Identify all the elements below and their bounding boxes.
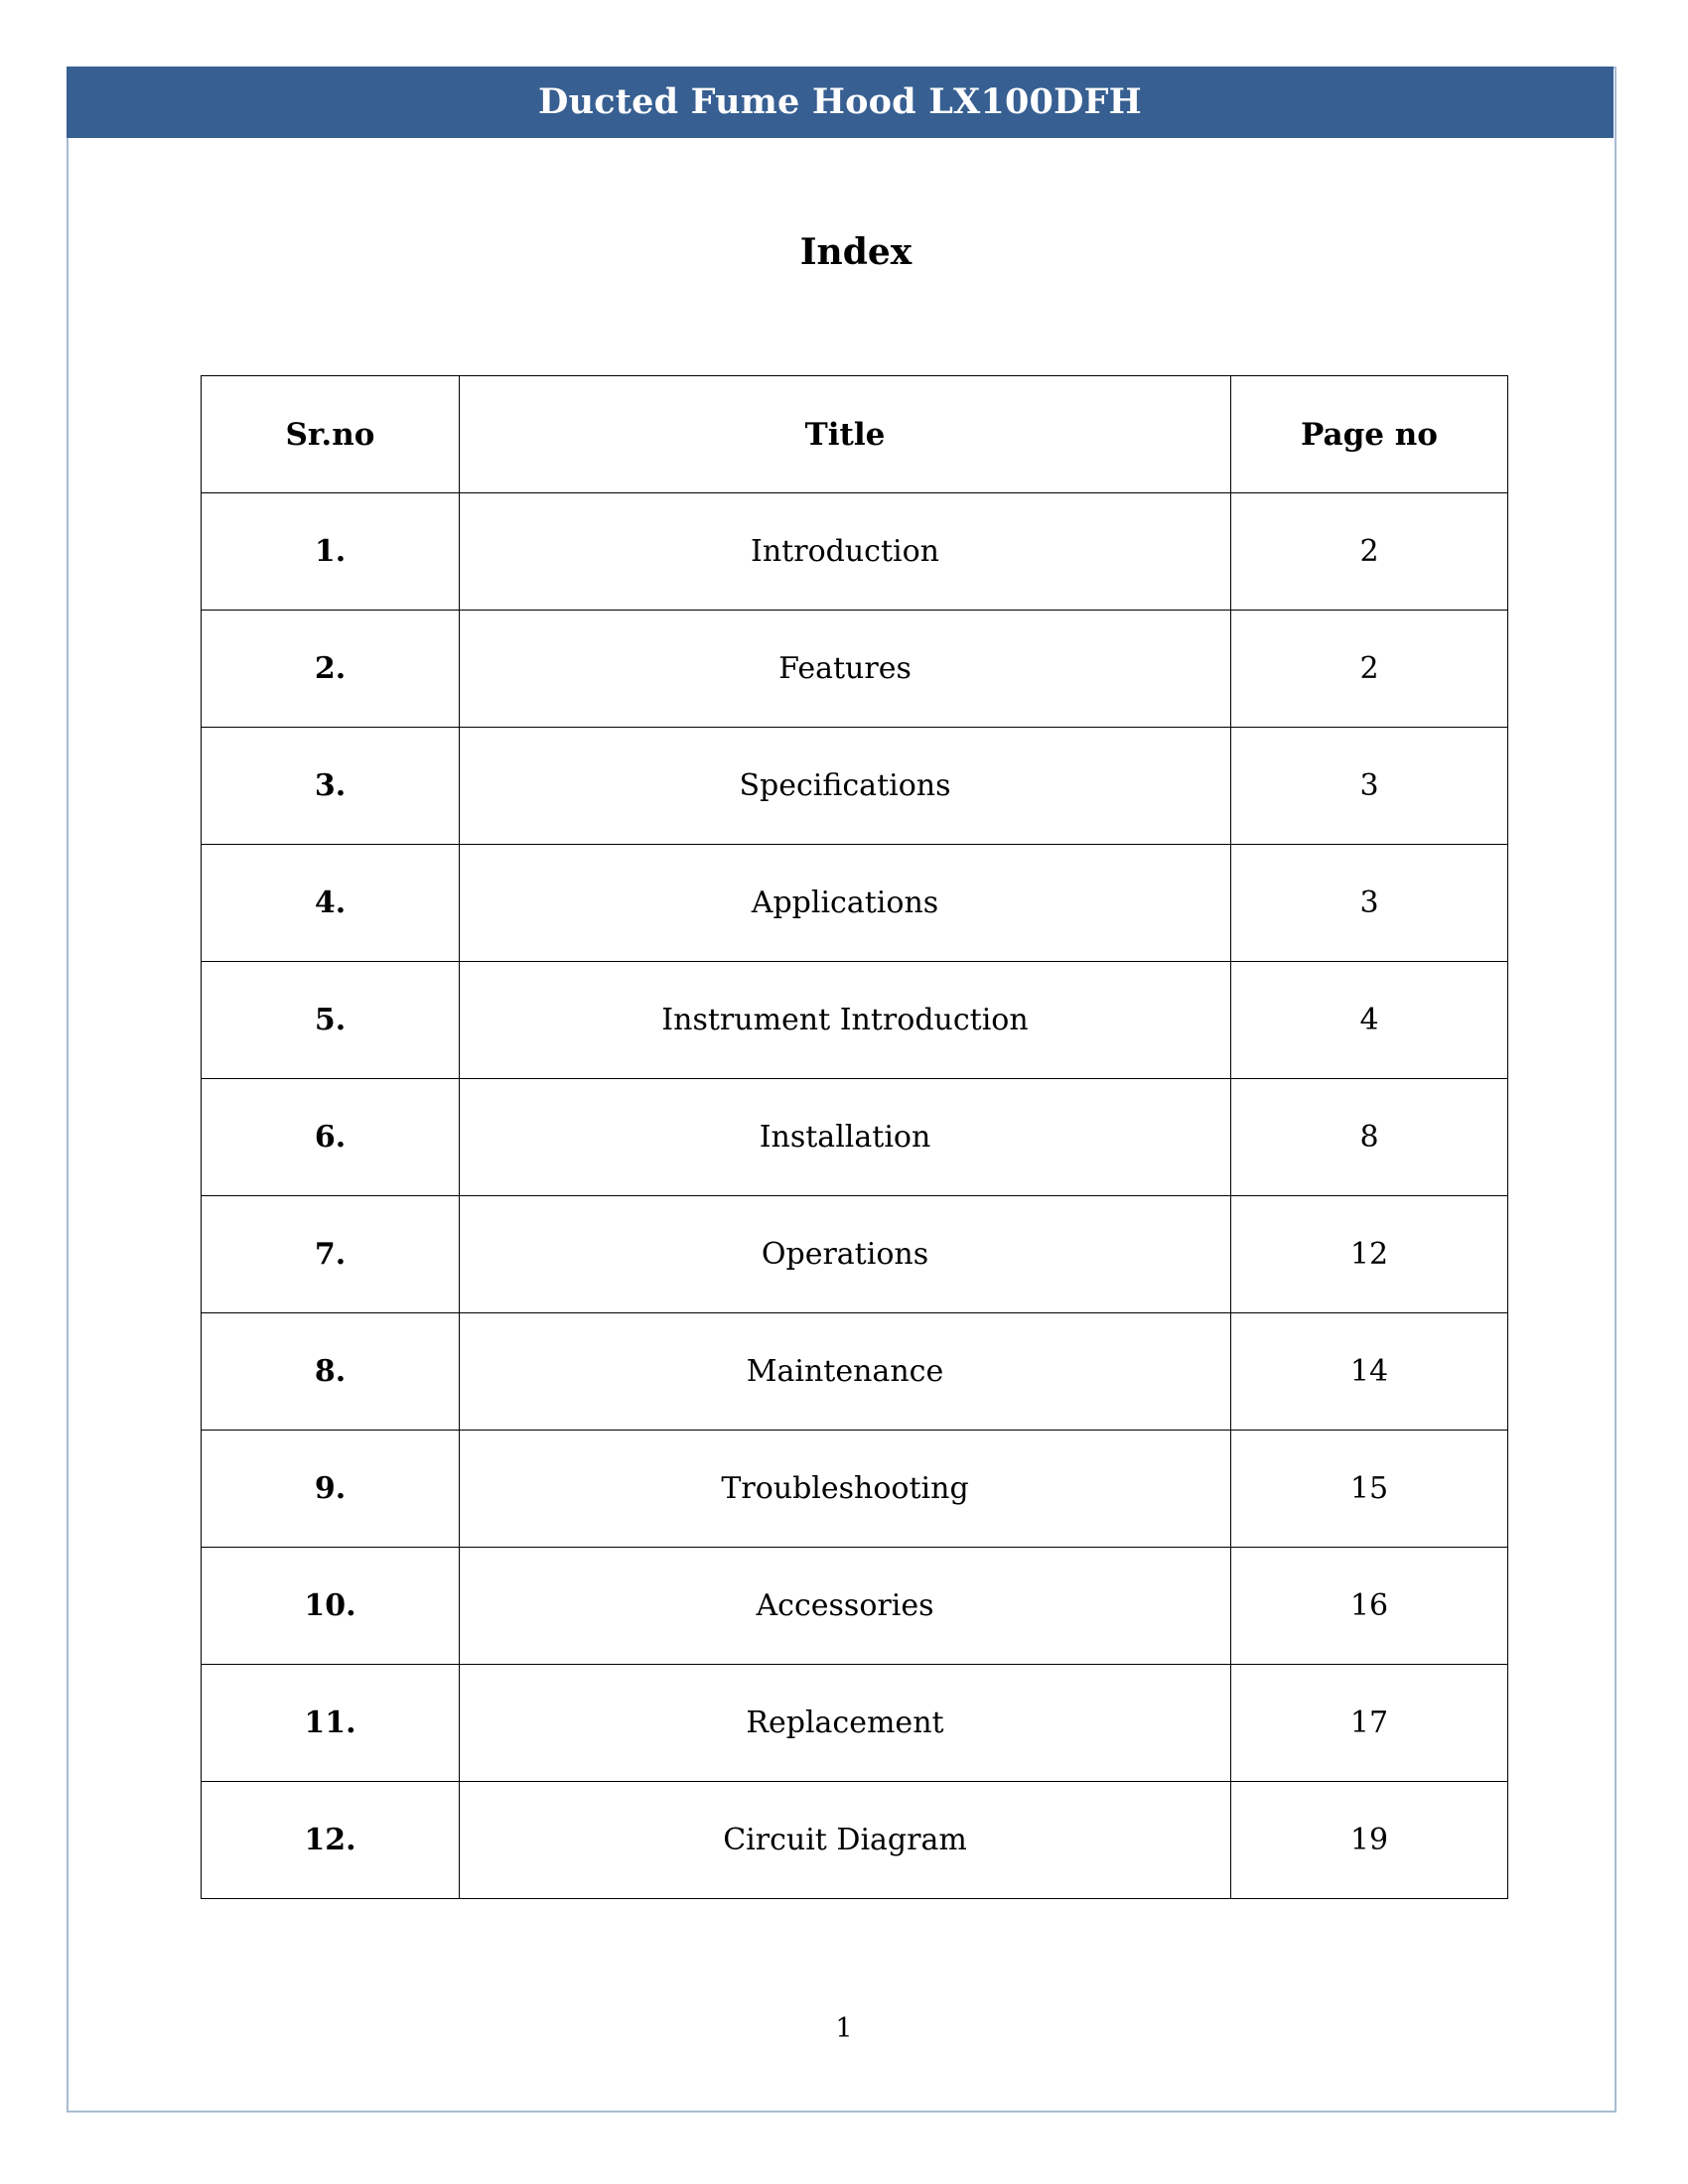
row-page-no: 14 (1231, 1313, 1508, 1431)
index-heading: Index (799, 231, 913, 273)
row-title: Installation (460, 1079, 1231, 1196)
row-title: Features (460, 611, 1231, 728)
table-row (202, 1548, 1508, 1665)
row-page-no: 8 (1231, 1079, 1508, 1196)
row-sr-no: 2. (202, 611, 460, 728)
row-title: Troubleshooting (460, 1431, 1231, 1548)
row-title: Operations (460, 1196, 1231, 1313)
row-sr-no: 5. (202, 962, 460, 1079)
table-row (202, 962, 1508, 1079)
row-title: Circuit Diagram (460, 1782, 1231, 1899)
column-header-page-no: Page no (1231, 376, 1508, 493)
row-sr-no: 6. (202, 1079, 460, 1196)
table-row (202, 1665, 1508, 1782)
row-page-no: 2 (1231, 611, 1508, 728)
table-header-row (202, 376, 1508, 493)
row-page-no: 12 (1231, 1196, 1508, 1313)
row-sr-no: 3. (202, 728, 460, 845)
column-header-title: Title (460, 376, 1231, 493)
row-sr-no: 4. (202, 845, 460, 962)
row-title: Introduction (460, 493, 1231, 611)
row-page-no: 4 (1231, 962, 1508, 1079)
page-number: 1 (835, 2013, 853, 2044)
row-title: Replacement (460, 1665, 1231, 1782)
row-page-no: 3 (1231, 728, 1508, 845)
row-page-no: 3 (1231, 845, 1508, 962)
row-page-no: 16 (1231, 1548, 1508, 1665)
row-title: Instrument Introduction (460, 962, 1231, 1079)
document-header-title: Ducted Fume Hood LX100DFH (67, 67, 1614, 138)
row-sr-no: 8. (202, 1313, 460, 1431)
row-sr-no: 11. (202, 1665, 460, 1782)
row-page-no: 2 (1231, 493, 1508, 611)
row-sr-no: 1. (202, 493, 460, 611)
row-title: Applications (460, 845, 1231, 962)
row-sr-no: 9. (202, 1431, 460, 1548)
row-page-no: 15 (1231, 1431, 1508, 1548)
table-row (202, 1782, 1508, 1899)
index-table (201, 375, 1508, 1899)
table-row (202, 1313, 1508, 1431)
row-title: Accessories (460, 1548, 1231, 1665)
row-sr-no: 10. (202, 1548, 460, 1665)
table-row (202, 1196, 1508, 1313)
table-row (202, 493, 1508, 611)
row-page-no: 19 (1231, 1782, 1508, 1899)
row-title: Specifications (460, 728, 1231, 845)
table-row (202, 1079, 1508, 1196)
column-header-sr-no: Sr.no (202, 376, 460, 493)
row-sr-no: 12. (202, 1782, 460, 1899)
row-sr-no: 7. (202, 1196, 460, 1313)
table-row (202, 611, 1508, 728)
table-row (202, 1431, 1508, 1548)
row-page-no: 17 (1231, 1665, 1508, 1782)
table-row (202, 728, 1508, 845)
row-title: Maintenance (460, 1313, 1231, 1431)
table-row (202, 845, 1508, 962)
